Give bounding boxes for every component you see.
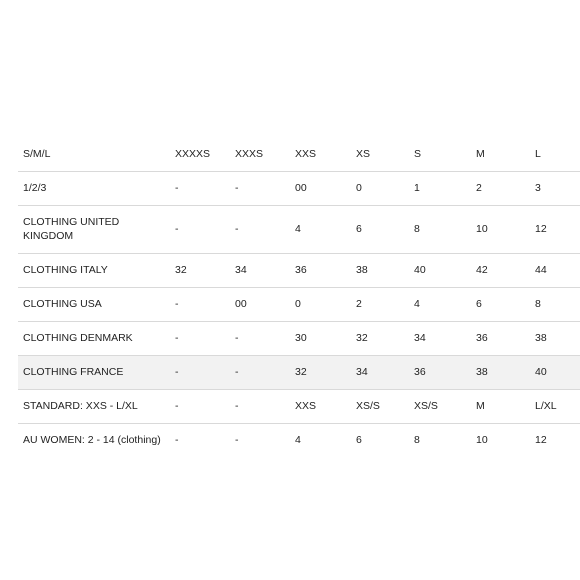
- table-cell: 34: [409, 321, 471, 355]
- table-cell: 4: [295, 434, 301, 447]
- table-cell: -: [170, 205, 230, 253]
- table-cell: 00: [230, 287, 290, 321]
- table-cell: 0: [290, 287, 351, 321]
- table-cell: -: [230, 171, 290, 205]
- column-header-xs: XS: [351, 137, 409, 171]
- column-header-l: L: [530, 137, 580, 171]
- table-cell: 38: [471, 355, 530, 389]
- table-cell: 12: [530, 205, 580, 253]
- row-label: STANDARD: XXS - L/XL: [18, 389, 170, 423]
- table-cell: 34: [230, 253, 290, 287]
- table-cell: XXS: [290, 389, 351, 423]
- table-cell: 10: [476, 434, 488, 447]
- table-cell: 44: [530, 253, 580, 287]
- table-cell: -: [230, 205, 290, 253]
- table-cell: 0: [351, 171, 409, 205]
- table-cell: -: [235, 434, 239, 447]
- table-cell: 8: [414, 434, 420, 447]
- row-label: CLOTHING DENMARK: [18, 321, 170, 355]
- table-cell: 4: [409, 287, 471, 321]
- table-header-row: [18, 137, 580, 171]
- table-cell: 40: [409, 253, 471, 287]
- table-cell: 38: [530, 321, 580, 355]
- table-cell: 6: [351, 205, 409, 253]
- row-label: CLOTHING FRANCE: [18, 355, 170, 389]
- table-row: [18, 171, 580, 205]
- table-row: [18, 287, 580, 321]
- row-label: AU WOMEN: 2 - 14 (clothing): [23, 434, 161, 447]
- table-row: [18, 321, 580, 355]
- table-cell: 38: [351, 253, 409, 287]
- table-cell: -: [170, 321, 230, 355]
- table-cell: -: [170, 355, 230, 389]
- table-cell: -: [230, 389, 290, 423]
- column-header-xxs: XXS: [290, 137, 351, 171]
- table-row: [18, 205, 580, 253]
- column-header-size-system: S/M/L: [18, 137, 170, 171]
- table-cell: 2: [351, 287, 409, 321]
- table-cell: 4: [290, 205, 351, 253]
- table-cell: 1: [409, 171, 471, 205]
- table-cell: 32: [351, 321, 409, 355]
- table-cell: 36: [409, 355, 471, 389]
- table-row-highlighted: [18, 355, 580, 389]
- row-label: 1/2/3: [18, 171, 170, 205]
- table-row: [18, 253, 580, 287]
- table-cell: L/XL: [530, 389, 580, 423]
- table-cell: XS/S: [409, 389, 471, 423]
- column-header-xxxxs: XXXXS: [170, 137, 230, 171]
- table-cell: M: [471, 389, 530, 423]
- size-conversion-table: [18, 137, 580, 457]
- table-cell: 36: [471, 321, 530, 355]
- table-cell: -: [175, 434, 179, 447]
- column-header-xxxs: XXXS: [230, 137, 290, 171]
- table-row: [18, 423, 580, 457]
- table-cell: 6: [356, 434, 362, 447]
- table-cell: -: [230, 355, 290, 389]
- row-label: CLOTHING ITALY: [18, 253, 170, 287]
- table-cell: 40: [530, 355, 580, 389]
- table-cell: -: [230, 321, 290, 355]
- table-cell: -: [170, 287, 230, 321]
- table-cell: 8: [409, 205, 471, 253]
- table-cell: XS/S: [351, 389, 409, 423]
- table-cell: 30: [290, 321, 351, 355]
- column-header-s: S: [409, 137, 471, 171]
- table-row: [18, 389, 580, 423]
- row-label: CLOTHING USA: [18, 287, 170, 321]
- table-cell: -: [170, 171, 230, 205]
- table-cell: 00: [290, 171, 351, 205]
- table-cell: 8: [530, 287, 580, 321]
- row-label: CLOTHING UNITED KINGDOM: [18, 205, 170, 253]
- table-cell: 42: [471, 253, 530, 287]
- table-cell: 10: [471, 205, 530, 253]
- table-cell: 36: [290, 253, 351, 287]
- table-cell: 34: [351, 355, 409, 389]
- table-cell: 12: [535, 434, 547, 447]
- table-cell: 3: [530, 171, 580, 205]
- table-cell: 6: [471, 287, 530, 321]
- table-cell: 32: [290, 355, 351, 389]
- table-cell: 32: [170, 253, 230, 287]
- table-cell: 2: [471, 171, 530, 205]
- column-header-m: M: [471, 137, 530, 171]
- table-cell: -: [170, 389, 230, 423]
